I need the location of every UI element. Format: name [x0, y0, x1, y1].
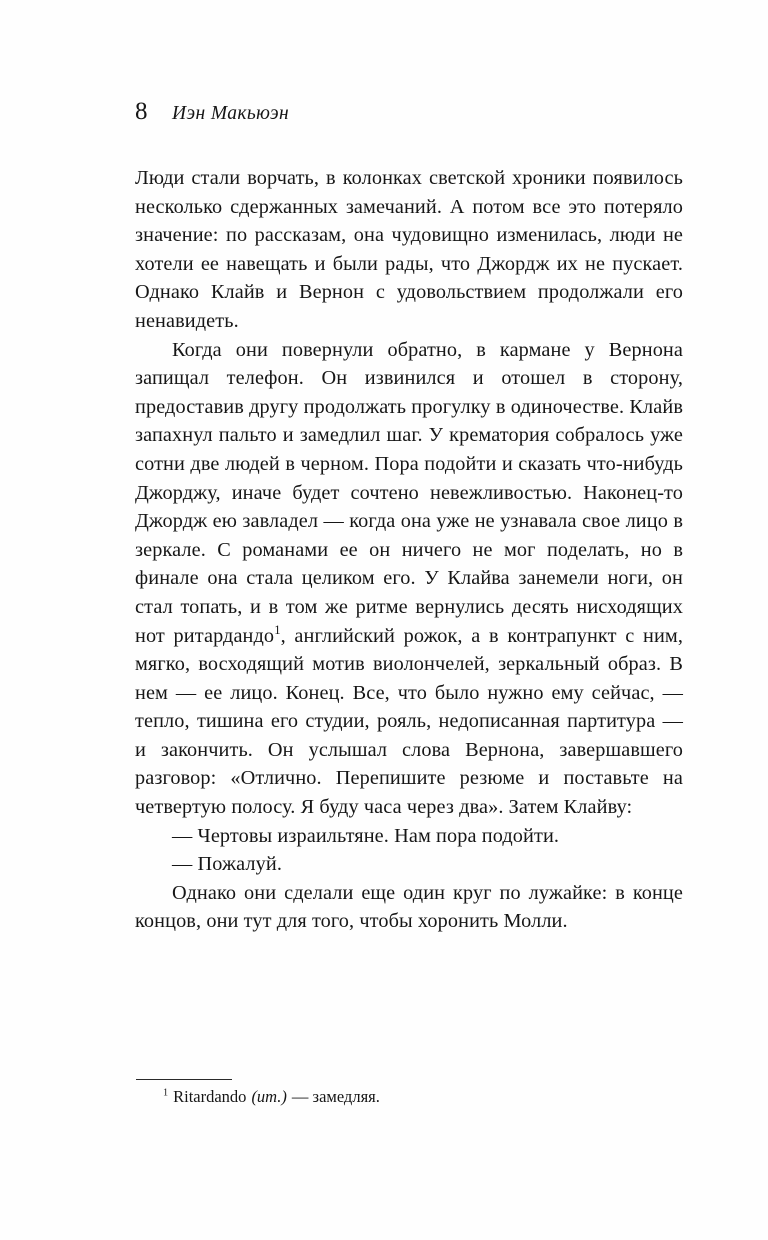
dialogue-line: — Чертовы израильтяне. Нам пора подойти. — [172, 824, 560, 847]
footnote-term: Ritardando — [173, 1087, 247, 1106]
footnote-language-note: (ит.) — [251, 1087, 287, 1106]
running-head-author: Иэн Макьюэн — [172, 103, 290, 124]
paragraph-text: , английский рожок, а в контрапункт с ним, мягко, восходящий мотив виолончелей, зеркальный образ. В нем — ее лицо. Конец. Все, что было нужно ему сейчас, — тепло, тишина его студии, рояль, недописанная партитура — и закончить. Он услышал слова Вернона, завершавшего разговор: «Отлично. Перепишите резюме и поставьте на четвертую полосу. Я буду часа через два». Затем Клайву: — [135, 624, 684, 819]
footnote-marker: 1 — [163, 1087, 169, 1099]
page-header — [135, 98, 683, 126]
footnote — [135, 1086, 683, 1108]
paragraph: Люди стали ворчать, в колонках светской хроники появилось несколько сдержанных замечаний. А потом все это потеряло значение: по рассказам, она чудовищно изменилась, люди не хотели ее навещать и были рады, что Джордж их не пускает. Однако Клайв и Вернон с удовольствием продолжали его ненавидеть. — [135, 167, 683, 332]
footnote-definition: — замедляя. — [291, 1087, 380, 1106]
dialogue-line: — Пожалуй. — [172, 853, 283, 876]
footnote-divider — [136, 1079, 232, 1080]
body-text — [135, 164, 683, 936]
page-number: 8 — [135, 98, 148, 125]
footnote-marker: 1 — [274, 622, 281, 637]
paragraph-text: Когда они повернули обратно, в кармане у Вернона запищал телефон. Он извинился и отошел в сторону, предоставив другу продолжать прогулку в одиночестве. Клайв запахнул пальто и замедлил шаг. У крематория собралось уже сотни две людей в черном. Пора подойти и сказать что-нибудь Джорджу, иначе будет сочтено невежливостью. Наконец-то Джордж ею завладел — когда она уже не узнавала свое лицо в зеркале. С романами ее он ничего не мог поделать, но в финале она стала целиком его. У Клайва занемели ноги, он стал топать, и в том же ритме вернулись десять нисходящих нот ритардандо — [135, 338, 683, 647]
paragraph: Однако они сделали еще один круг по лужайке: в конце концов, они тут для того, чтобы хоронить Молли. — [135, 881, 683, 933]
paragraph — [135, 336, 683, 822]
